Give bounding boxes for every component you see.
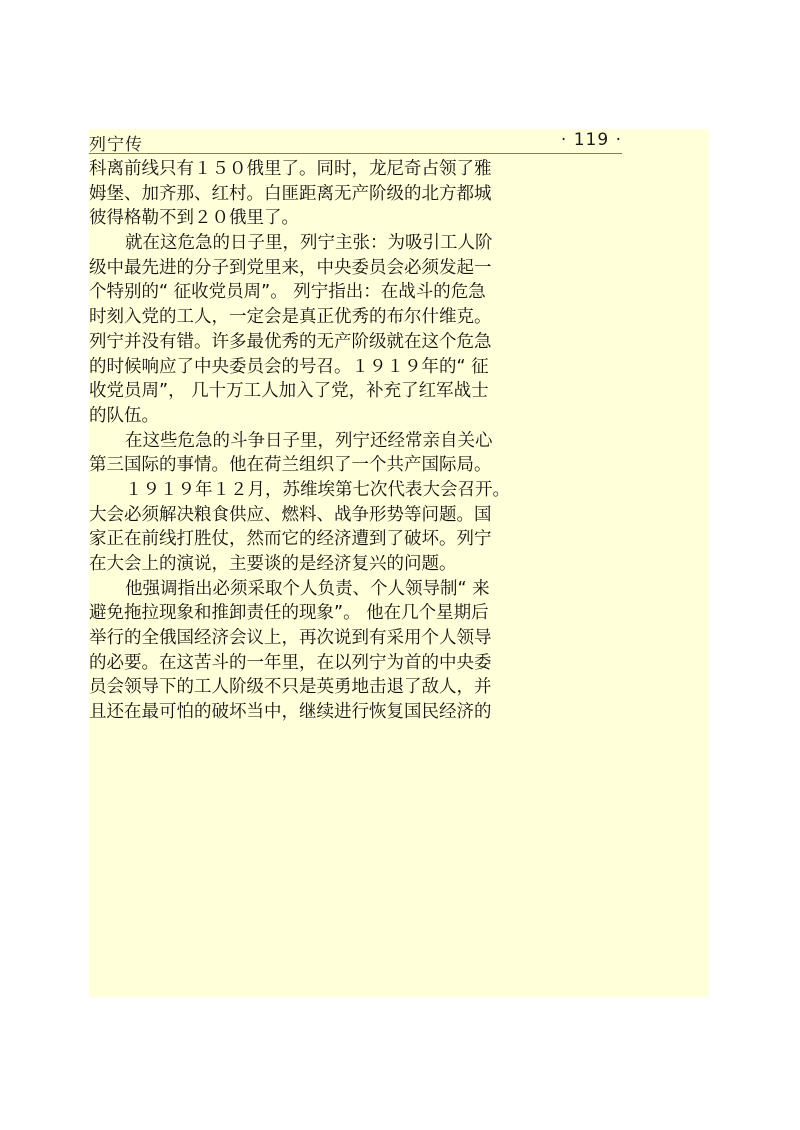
text-line: 避免拖拉现象和推卸责任的现象”。 他在几个星期后 [89, 603, 489, 624]
text-line: 收党员周”， 几十万工人加入了党，补充了红军战士 [89, 381, 489, 402]
text-line: 彼得格勒不到２０俄里了。 [89, 208, 299, 229]
page-number: · 119 · [560, 130, 622, 150]
text-line: 第三国际的事情。他在荷兰组织了一个共产国际局。 [89, 455, 492, 476]
paragraph-start-line: 就在这危急的日子里，列宁主张：为吸引工人阶 [125, 233, 493, 254]
text-line: 的必要。在这苦斗的一年里，在以列宁为首的中央委 [89, 652, 492, 673]
header-rule [89, 153, 622, 154]
text-line: 大会必须解决粮食供应、燃料、战争形势等问题。国 [89, 504, 492, 525]
text-line: 且还在最可怕的破坏当中，继续进行恢复国民经济的 [89, 702, 492, 723]
text-line: 时刻入党的工人，一定会是真正优秀的布尔什维克。 [89, 307, 492, 328]
text-line: 举行的全俄国经济会议上，再次说到有采用个人领导 [89, 628, 492, 649]
text-line: 员会领导下的工人阶级不只是英勇地击退了敌人，并 [89, 677, 492, 698]
paragraph-start-line: 他强调指出必须采取个人负责、个人领导制“ 来 [125, 578, 490, 599]
text-line: 列宁并没有错。许多最优秀的无产阶级就在这个危急 [89, 331, 492, 352]
text-line: 的队伍。 [89, 405, 159, 426]
text-line: 姆堡、加齐那、红村。白匪距离无产阶级的北方都城 [89, 183, 492, 204]
paragraph-start-line: 在这些危急的斗争日子里，列宁还经常亲自关心 [125, 430, 493, 451]
text-line: 的时候响应了中央委员会的号召。１９１９年的“ 征 [89, 356, 489, 377]
text-line: 级中最先进的分子到党里来，中央委员会必须发起一 [89, 257, 492, 278]
running-title: 列宁传 [89, 135, 143, 155]
text-line: 家正在前线打胜仗，然而它的经济遭到了破坏。列宁 [89, 529, 492, 550]
text-line: 个特别的“ 征收党员周”。 列宁指出：在战斗的危急 [89, 282, 486, 303]
paragraph-start-line: １９１９年１２月，苏维埃第七次代表大会召开。 [125, 479, 510, 500]
body-text [89, 157, 629, 725]
text-line: 科离前线只有１５０俄里了。同时，龙尼奇占领了雅 [89, 159, 492, 179]
text-line: 在大会上的演说，主要谈的是经济复兴的问题。 [89, 554, 457, 574]
